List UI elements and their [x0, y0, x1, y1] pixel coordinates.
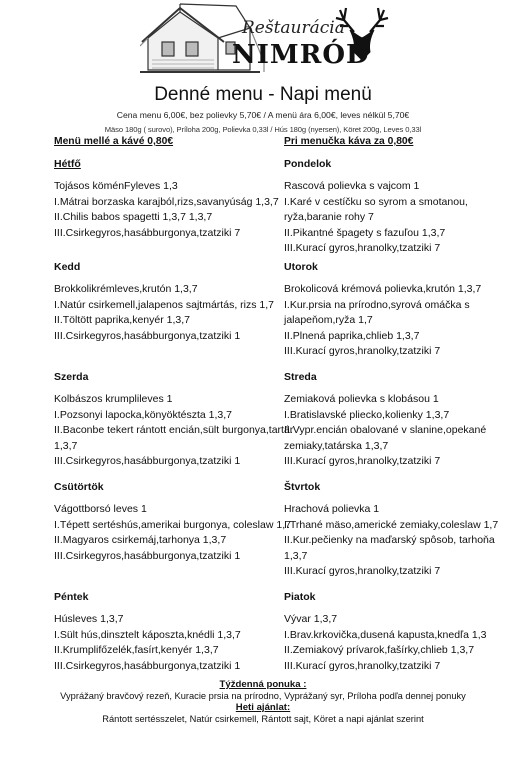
day-name: Csütörtök: [54, 480, 104, 493]
menu-item: II.Krumplifőzelék,fasírt,kenyér 1,3,7: [54, 644, 219, 656]
menu-item: I.Bratislavské pliecko,kolienky 1,3,7: [284, 408, 450, 421]
day-name: Utorok: [284, 260, 318, 273]
menu-item: II.Pikantné špagety s fazuľou 1,3,7: [284, 226, 446, 239]
day-block: [54, 370, 294, 473]
menu-item: III.Csirkegyros,hasábburgonya,tzatziki 1: [54, 455, 241, 467]
day-name: Hétfő: [54, 157, 81, 170]
menu-item: I.Kur.prsia na prírodno,syrová omáčka s jalapeňom,ryža 1,7: [284, 298, 470, 326]
day-name: Péntek: [54, 590, 89, 603]
coffee-offer-hu: Menü mellé a kávé 0,80€: [54, 136, 174, 147]
menu-item: II.Zemiakový prívarok,fašírky,chlieb 1,3,7: [284, 644, 475, 656]
day-block: [54, 260, 294, 363]
day-block: [284, 480, 514, 583]
menu-item: II.Magyaros csirkemáj,tarhonya 1,3,7: [54, 534, 227, 546]
day-block: [284, 260, 514, 363]
menu-item: III.Kurací gyros,hranolky,tzatziki 7: [284, 659, 441, 672]
weekly-heading-hu: Heti ajánlat:: [235, 702, 291, 713]
soup-item: Brokkolikrémleves,krutón 1,3,7: [54, 283, 198, 295]
weekly-heading-sk: Týždenná ponuka :: [219, 679, 307, 690]
day-block: [54, 480, 294, 583]
menu-item: III.Csirkegyros,hasábburgonya,tzatziki 1: [54, 329, 241, 342]
menu-item: III.Kurací gyros,hranolky,tzatziki 7: [284, 242, 441, 254]
menu-item: I.Pozsonyi lapocka,könyöktészta 1,3,7: [54, 408, 233, 421]
menu-item: III.Csirkegyros,hasábburgonya,tzatziki 1: [54, 659, 241, 672]
menu-item: I.Tépett sertéshús,amerikai burgonya, coleslaw 1,7: [54, 518, 291, 531]
soup-item: Húsleves 1,3,7: [54, 613, 124, 625]
menu-item: I.Brav.krkovička,dusená kapusta,knedľa 1,3: [284, 628, 487, 641]
menu-item: I.Sült hús,dinsztelt káposzta,knédli 1,3,7: [54, 628, 241, 641]
brand-line1: Reštaurácia: [242, 18, 345, 38]
menu-item: III.Kurací gyros,hranolky,tzatziki 7: [284, 455, 441, 467]
menu-item: I.Natúr csirkemell,jalapenos sajtmártás, rizs 1,7: [54, 298, 274, 311]
hungarian-menu-column: [54, 134, 294, 693]
soup-item: Vágottborsó leves 1: [54, 503, 147, 515]
coffee-offer-sk: Pri menučka káva za 0,80€: [284, 136, 414, 147]
soup-item: Vývar 1,3,7: [284, 613, 338, 625]
day-block: [284, 590, 514, 693]
menu-item: II.Chilis babos spagetti 1,3,7 1,3,7: [54, 211, 213, 223]
day-name: Szerda: [54, 370, 89, 383]
slovak-menu-column: [284, 134, 514, 693]
day-name: Štvrtok: [284, 480, 321, 493]
day-name: Kedd: [54, 260, 81, 273]
menu-item: I.Karé v cestíčku so syrom a smotanou, ryža,baranie rohy 7: [284, 195, 468, 223]
page-title: Denné menu - Napi menü: [154, 84, 372, 105]
price-info: Cena menu 6,00€, bez polievky 5,70€ / A menü ára 6,00€, leves nélkül 5,70€: [116, 110, 410, 120]
menu-item: II.Töltött paprika,kenyér 1,3,7: [54, 314, 190, 326]
brand-line2: NIMRÓD: [232, 40, 370, 70]
menu-item: II.Kur.pečienky na maďarský spôsob, tarhoňa 1,3,7: [284, 534, 495, 562]
menu-item: II.Baconbe tekert rántott encián,sült burgonya,tartár 1,3,7: [54, 424, 294, 452]
soup-item: Brokolicová krémová polievka,krutón 1,3,7: [284, 283, 482, 295]
soup-item: Rascová polievka s vajcom 1: [284, 180, 420, 192]
day-block: [284, 370, 514, 473]
day-block: [54, 157, 294, 253]
soup-item: Zemiaková polievka s klobásou 1: [284, 393, 439, 405]
menu-item: II.Plnená paprika,chlieb 1,3,7: [284, 329, 420, 342]
day-name: Streda: [284, 370, 317, 383]
weekly-text-hu: Rántott sertésszelet, Natúr csirkemell, Rántott sajt, Köret a napi ajánlat szerint: [102, 713, 424, 724]
menu-item: II.Vypr.encián obalované v slanine,opekané zemiaky,tatárska 1,3,7: [284, 424, 487, 452]
menu-item: III.Csirkegyros,hasábburgonya,tzatziki 7: [54, 226, 241, 239]
soup-item: Hrachová polievka 1: [284, 503, 380, 515]
day-name: Pondelok: [284, 157, 332, 170]
day-block: [54, 590, 294, 693]
menu-item: I.Mátrai borzaska karajból,rizs,savanyúság 1,3,7: [54, 195, 279, 208]
portion-info: Mäso 180g ( surovo), Príloha 200g, Polievka 0,33l / Hús 180g (nyersen), Köret 200g, Leves 0,33l: [104, 125, 422, 134]
soup-item: Tojásos köménFyleves 1,3: [54, 180, 178, 192]
menu-item: III.Csirkegyros,hasábburgonya,tzatziki 1: [54, 549, 241, 562]
soup-item: Kolbászos krumplileves 1: [54, 393, 173, 405]
weekly-offer: [0, 679, 526, 725]
menu-item: I.Trhané mäso,americké zemiaky,coleslaw 1,7: [284, 518, 499, 531]
menu-item: III.Kurací gyros,hranolky,tzatziki 7: [284, 345, 441, 357]
day-block: [284, 157, 514, 253]
menu-item: III.Kurací gyros,hranolky,tzatziki 7: [284, 565, 441, 577]
day-name: Piatok: [284, 590, 316, 603]
weekly-text-sk: Vyprážaný bravčový rezeň, Kuracie prsia na prírodno, Vyprážaný syr, Príloha podľa dennej ponuky: [60, 690, 466, 701]
